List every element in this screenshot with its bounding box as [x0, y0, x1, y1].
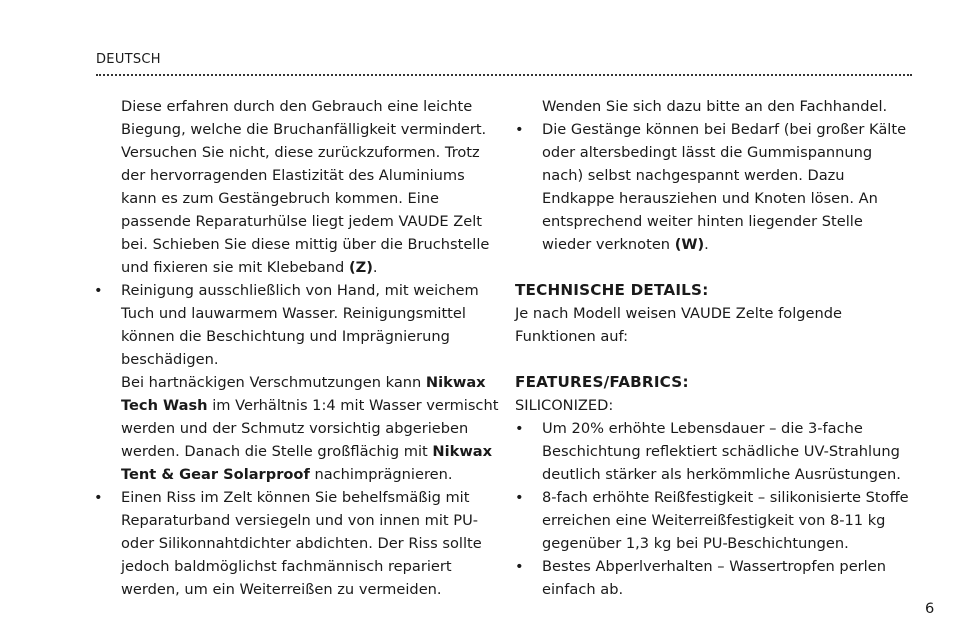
bullet-icon: •: [94, 489, 103, 506]
list-item-feature: [515, 417, 915, 486]
figure-ref-w: (W): [674, 236, 705, 253]
product-nikwax-solarproof: Nikwax Tent & Gear Solarproof: [121, 443, 493, 483]
bullet-icon: •: [94, 282, 103, 299]
sentence-end: .: [372, 259, 378, 276]
technical-details-heading: TECHNISCHE DETAILS:: [515, 281, 709, 299]
list-item-feature: [515, 486, 915, 555]
pole-tension-paragraph: [542, 118, 915, 256]
left-column: [94, 95, 504, 601]
dotted-divider: [96, 74, 912, 76]
figure-ref-z: (Z): [348, 259, 373, 276]
poles-continuation-paragraph: [94, 95, 504, 279]
product-nikwax-tech-wash: Nikwax Tech Wash: [121, 374, 486, 414]
section-language-label: DEUTSCH: [96, 52, 161, 67]
feature-text: Bestes Abperlverhalten – Wassertropfen perlen einfach ab.: [542, 558, 886, 598]
list-item-feature: [515, 555, 915, 601]
sentence-end: .: [704, 236, 709, 253]
bullet-icon: •: [515, 489, 524, 506]
poles-continuation-text: Diese erfahren durch den Gebrauch eine leichte Biegung, welche die Bruchanfälligkeit vermindert. Versuchen Sie nicht, diese zurückzuformen. Trotz der hervorragenden Elastizität des Aluminiums kann es zum Gestängebruch kommen. Eine passende Reparaturhülse liegt jedem VAUDE Zelt bei. Schieben Sie diese mittig über die Bruchstelle und fixieren sie mit Klebeband: [121, 98, 490, 276]
feature-text: 8-fach erhöhte Reißfestigkeit – silikonisierte Stoffe erreichen eine Weiterreißfestigkeit von 8-11 kg gegenüber 1,3 kg bei PU-Beschichtungen.: [542, 489, 909, 552]
cleaning-text-e: nachimprägnieren.: [314, 466, 453, 483]
list-item-cleaning: [94, 279, 504, 486]
dealer-continuation-text: Wenden Sie sich dazu bitte an den Fachhandel.: [542, 98, 888, 115]
cleaning-stubborn-text: [121, 371, 504, 486]
feature-text: Um 20% erhöhte Lebensdauer – die 3-fache Beschichtung reflektiert schädliche UV-Strahlung deutlich stärker als herkömmliche Ausrüstungen.: [542, 420, 901, 483]
cleaning-text-c: im Verhältnis 1:4 mit Wasser vermischt werden und der Schmutz vorsichtig abgerieben werden. Danach die Stelle großflächig mit: [121, 397, 499, 460]
pole-tension-text: Die Gestänge können bei Bedarf (bei großer Kälte oder altersbedingt lässt die Gummispannung nach) selbst nachgespannt werden. Dazu Endkappe herausziehen und Knoten lösen. An entsprechend weiter hinten liegender Stelle wieder verknoten: [542, 121, 907, 253]
tear-repair-text: Einen Riss im Zelt können Sie behelfsmäßig mit Reparaturband versiegeln und von innen mit PU- oder Silikonnahtdichter abdichten. Der Riss sollte jedoch baldmöglichst fachmännisch repariert werden, um ein Weiterreißen zu vermeiden.: [121, 489, 482, 598]
right-column: [515, 95, 915, 601]
list-item-tear-repair: [94, 486, 504, 601]
features-fabrics-heading: FEATURES/FABRICS:: [515, 373, 689, 391]
cleaning-text-a: Bei hartnäckigen Verschmutzungen kann: [121, 374, 422, 391]
bullet-icon: •: [515, 420, 524, 437]
list-item-pole-tension: [515, 118, 915, 256]
page-number: 6: [925, 600, 935, 617]
bullet-icon: •: [515, 558, 524, 575]
siliconized-subheading: SILICONIZED:: [515, 397, 614, 414]
cleaning-text: Reinigung ausschließlich von Hand, mit weichem Tuch und lauwarmem Wasser. Reinigungsmittel können die Beschichtung und Imprägnierung beschädigen.: [121, 282, 479, 368]
bullet-icon: •: [515, 121, 524, 138]
technical-details-text: Je nach Modell weisen VAUDE Zelte folgende Funktionen auf:: [515, 305, 843, 345]
